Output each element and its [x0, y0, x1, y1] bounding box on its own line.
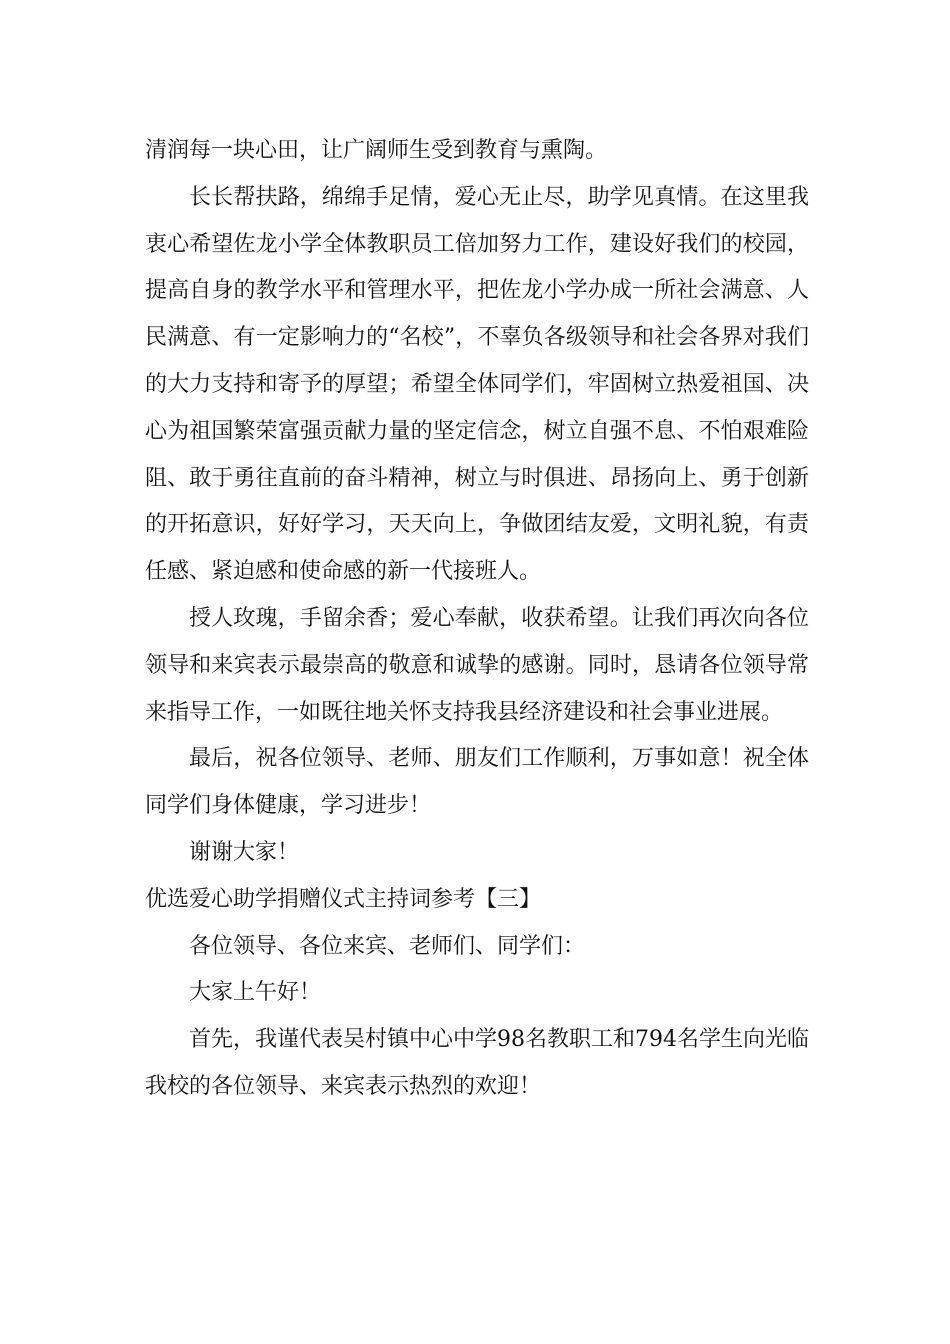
paragraph-thanks: 授人玫瑰，手留余香；爱心奉献，收获希望。让我们再次向各位领导和来宾表示最崇高的敬意和诚挚的感谢。同时，恳请各位领导常来指导工作，一如既往地关怀支持我县经济建设和社会事业进展。	[145, 605, 809, 725]
paragraph-support-wishes: 长长帮扶路，绵绵手足情，爱心无止尽，助学见真情。在这里我衷心希望佐龙小学全体教职员工倍加努力工作，建设好我们的校园，提高自身的教学水平和管理水平，把佐龙小学办成一所社会满意、人民满意、有一定影响力的“名校”，不辜负各级领导和社会各界对我们的大力支持和寄予的厚望；希望全体同学们，牢固树立热爱祖国、决心为祖国繁荣富强贡献力量的坚定信念，树立自强不息、不怕艰难险阻、敢于勇往直前的奋斗精神，树立与时俱进、昂扬向上、勇于创新的开拓意识，好好学习，天天向上，争做团结友爱，文明礼貌，有责任感、紧迫感和使命感的新一代接班人。	[145, 184, 809, 585]
paragraph-greeting: 大家上午好！	[189, 980, 322, 1006]
paragraph-blessing: 最后，祝各位领导、老师、朋友们工作顺利，万事如意！祝全体同学们身体健康，学习进步！	[145, 746, 809, 819]
paragraph-continuation: 清润每一块心田，让广阔师生受到教育与熏陶。	[145, 138, 608, 163]
paragraph-closing: 谢谢大家！	[189, 839, 300, 865]
document-body	[145, 128, 809, 1111]
paragraph-welcome: 首先，我谨代表吴村镇中心中学98名教职工和794名学生向光临我校的各位领导、来宾表示热烈的欢迎！	[145, 1027, 809, 1099]
section-heading: 优选爱心助学捐赠仪式主持词参考【三】	[145, 886, 542, 912]
paragraph-salutation: 各位领导、各位来宾、老师们、同学们：	[189, 933, 586, 959]
